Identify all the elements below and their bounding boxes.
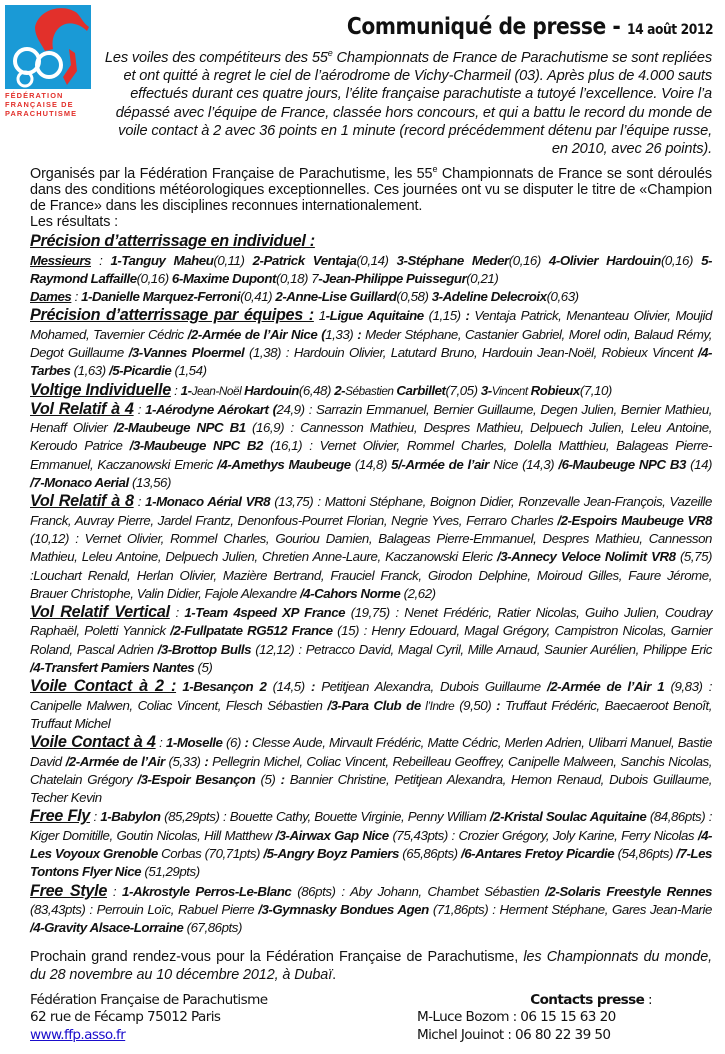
ranking-name: 1-Monaco Aérial VR8 <box>145 494 271 510</box>
text-segment: (0,21) <box>466 270 499 286</box>
text-segment: (67,86pts) <box>183 920 242 936</box>
ranking-name: 1-Aérodyne Aérokart ( <box>145 401 277 417</box>
text-segment: (0,41) <box>240 289 276 305</box>
discipline-heading: Vol Relatif Vertical <box>30 603 170 622</box>
text-segment: : <box>155 735 166 751</box>
results-paragraph <box>30 807 712 881</box>
text-segment: Meder Stéphane, Castanier Gabriel, Morel odin, Balaud Rémy, Degot Guillaume <box>30 326 712 360</box>
footer <box>30 992 712 1045</box>
text-segment: (0,16) <box>660 252 702 268</box>
ranking-name: /3-Airwax Gap Nice <box>275 827 389 843</box>
ranking-name: /2-Armée de l’Air 1 <box>546 679 665 695</box>
discipline-heading: Voile Contact à 4 <box>30 733 156 752</box>
text-segment: : <box>133 401 146 417</box>
text-segment: (15) : Henry Edouard, Magal Grégory, Campistron Nicolas, Garnier Roland, Pascal Adrien <box>30 623 712 657</box>
ranking-name: /2-Armée de l’Air Nice ( <box>187 326 326 342</box>
text-segment: (0,14) <box>356 252 397 268</box>
ranking-name: : <box>465 308 470 324</box>
ranking-name: 5-Raymond Laffaille <box>30 252 713 286</box>
text-segment: (85,29pts) : Bouette Cathy, Bouette Virginie, Penny William <box>160 809 490 825</box>
text-segment: Petitjean Alexandra, Dubois Guillaume <box>314 679 547 695</box>
ranking-name: 1-Besançon 2 <box>182 679 267 695</box>
ffp-logo <box>5 5 95 120</box>
ranking-name: -Ligue Aquitaine <box>325 308 424 324</box>
text-segment: Vincent <box>491 383 531 398</box>
ranking-name: 1-Tanguy Maheu <box>110 252 214 268</box>
ranking-name: /4-Transfert Pamiers Nantes <box>30 660 195 676</box>
ranking-name: 1-Akrostyle Perros-Le-Blanc <box>122 883 292 899</box>
text-segment: (75,43pts) : Crozier Grégory, Joly Karine, Ferry Nicolas <box>388 827 698 843</box>
intro-paragraph <box>30 49 712 158</box>
discipline-heading: Précision d’atterrissage en individuel : <box>30 232 315 251</box>
text-segment: (19,75) : Nenet Frédéric, Ratier Nicolas, Guiho Julien, Coudray Raphaël, Poletti Yannick <box>30 605 713 639</box>
category-label: Messieurs <box>30 252 91 268</box>
footer-contacts <box>417 992 652 1045</box>
text-segment: Truffaut Frédéric, Baecaeroot Benoît, Truffaut Michel <box>30 697 713 731</box>
text-segment: Bannier Christine, Petitjean Alexandra, Hemon Renaud, Dubois Guillaume, Techer Kevin <box>30 771 712 806</box>
text-segment: (5) <box>255 771 281 787</box>
discipline-heading: Free Fly <box>30 807 90 826</box>
ranking-name: : <box>496 697 501 713</box>
text-segment: 1 <box>313 308 326 324</box>
ranking-name: : <box>357 326 362 342</box>
text-segment: (0,58) <box>396 289 432 305</box>
ranking-name: /4-Les Voyoux Grenoble <box>30 827 713 862</box>
results-paragraph <box>30 252 712 289</box>
logo-emblem <box>5 5 91 89</box>
text-segment: (5) <box>194 660 213 676</box>
text-segment: : <box>89 809 101 825</box>
contact-line: M-Luce Bozom : 06 15 15 63 20 <box>417 1009 616 1025</box>
ranking-name: /5-Picardie <box>108 363 172 379</box>
text-segment: (1,63) <box>70 363 109 379</box>
ranking-name: /3-Para Club de <box>327 697 421 713</box>
text-segment: l’Indre <box>420 698 455 713</box>
results-heading <box>30 232 712 251</box>
text-segment: (0,63) <box>546 289 579 305</box>
text-segment: Ventaja Patrick, Menanteau Olivier, Moujid Mohamed, Tavernier Cédric <box>30 308 712 342</box>
ranking-name: /6-Antares Fretoy Picardie <box>460 846 615 862</box>
ranking-name: /3-Brottop Bulls <box>157 641 252 657</box>
text-segment: (5,75) :Louchart Renald, Herlan Olivier, Mazière Bertrand, Frauciel Franck, Girodon Delphine, Moiroud Gilles, Faure Jérome, Brauer Christophe, Valin Didier, Fajole Alexandre <box>30 549 712 601</box>
text-segment: (13,75) : Mattoni Stéphane, Boignon Didier, Ronzevalle Jean-François, Vazeille Franck, Auvray Pierre, Jardel Frantz, Denonfous-Pourret Florian, Negrie Yves, Ferraro Charles <box>30 494 712 528</box>
ranking-name: 1-Moselle <box>165 735 223 751</box>
discipline-heading: Voltige Individuelle <box>30 380 171 399</box>
results-paragraph <box>30 381 712 400</box>
ranking-name: 1-Team 4speed XP France <box>184 605 346 621</box>
ranking-name: /4-Tarbes <box>30 345 712 379</box>
text-segment: (14) <box>685 456 712 472</box>
text-segment: (0,16) <box>508 252 549 268</box>
text-segment: (7,05) <box>445 382 481 398</box>
text-segment: Sébastien <box>345 383 397 398</box>
text-segment: (14,5) <box>266 679 311 695</box>
ranking-name: Carbillet <box>396 382 446 398</box>
ranking-name: /4-Amethys Maubeuge <box>217 456 351 472</box>
results-label: Les résultats : <box>30 214 119 231</box>
text-segment: : <box>169 605 185 621</box>
text-segment: (1,15) <box>423 308 466 324</box>
discipline-heading: Vol Relatif à 8 <box>30 492 134 511</box>
text-segment: (0,18) 7 <box>276 270 319 286</box>
logo-text-line: PARACHUTISME <box>5 109 78 118</box>
title-date: 14 août 2012 <box>626 22 713 38</box>
ranking-name: 6-Maxime Dupont <box>171 270 276 286</box>
ranking-name: /2-Solaris Freestyle Rennes <box>545 883 712 899</box>
intro-text: Championnats de France de Parachutisme se sont repliées et ont quitté à regret le ciel de l’aérodrome de Vichy-Charmeil (03). Après plus de 4.000 sauts effectués durant ces quatre jours, l’élite française parachutiste a tutoyé l’excellence. Voire l’a dépassé avec l’équipe de France, classée hors concours, et qui a battu le record du monde de voile contact à 2 avec 36 points en 1 minute (record précédemment détenu par l’équipe russe, en 2010, avec 26 points). <box>115 50 712 158</box>
text-segment: : <box>91 252 111 268</box>
text-segment: (86pts) : Aby Johann, Chambet Sébastien <box>291 883 546 899</box>
body-paragraph <box>30 166 712 230</box>
ranking-name: /2-Armée de l’Air <box>65 753 165 769</box>
results-paragraph <box>30 603 712 677</box>
ranking-name: : <box>280 771 285 787</box>
footer-org: Fédération Française de Parachutisme <box>30 991 268 1008</box>
logo-text-line: FRANÇAISE DE <box>5 100 74 109</box>
ranking-name: /5-Angry Boyz Pamiers <box>263 846 399 862</box>
text-segment: (10,12) : Vernet Olivier, Rommel Charles, Gouriou Damien, Balageas Pierre-Emmanuel, Despres Mathieu, Cannesson Mathieu, Leleu Antoine, Delpuech Julien, Chretien Anne-Laure, Kaczanowski Eleric <box>30 530 712 565</box>
ranking-name: : <box>244 735 249 751</box>
results-paragraph <box>30 288 712 306</box>
ranking-name: 3-Adeline Delecroix <box>431 289 547 305</box>
ranking-name: : <box>310 679 315 695</box>
text-segment: : <box>170 382 181 398</box>
ranking-name: 1-Danielle Marquez-Ferroni <box>81 289 241 305</box>
text-segment: (9,50) <box>454 697 497 713</box>
ranking-name: Hardouin <box>244 382 299 398</box>
text-segment: (16,9) : Cannesson Mathieu, Despres Mathieu, Delpuech Julien, Leleu Antoine, Keroudo Patrice <box>30 420 712 454</box>
discipline-heading: Vol Relatif à 4 <box>30 399 134 418</box>
results-paragraph <box>30 400 712 492</box>
text-segment: 1,33) <box>325 326 358 342</box>
footer-address <box>30 992 267 1045</box>
footer-street: 62 rue de Fécamp 75012 Paris <box>30 1009 221 1025</box>
text-segment: (6,48) <box>298 382 335 398</box>
contact-line: Michel Jouinot : 06 80 22 39 50 <box>417 1026 611 1043</box>
ranking-name: /3-Maubeuge NPC B2 <box>129 438 263 454</box>
text-segment: Clesse Aude, Mirvault Frédéric, Matte Cédric, Merlen Adrien, Ulibarri Manuel, Bastie David <box>30 735 713 769</box>
text-segment: Pellegrin Michel, Coliac Vincent, Rebeilleau Geoffrey, Canipelle Malween, Sanchis Nicolas, Chatelain Grégory <box>30 753 712 787</box>
text-segment: (16,1) : Vernet Olivier, Rommel Charles, Dolella Matthieu, Balageas Pierre-Emmanuel, Kaczanowski Emeric <box>30 438 712 472</box>
ranking-name: : <box>204 753 209 769</box>
results-list <box>30 232 712 937</box>
ranking-name: Robieux <box>530 382 580 398</box>
page-title <box>347 12 713 45</box>
text-segment: Corbas (70,71pts) <box>157 846 264 862</box>
ranking-name: 2-Anne-Lise Guillard <box>275 289 397 305</box>
text-segment: (0,16) <box>136 270 172 286</box>
ranking-name: -Jean-Philippe Puissegur <box>318 270 467 286</box>
contacts-colon: : <box>644 991 652 1008</box>
title-text: Communiqué de presse - <box>346 14 627 40</box>
ranking-name: 5/-Armée de l’air <box>391 456 489 472</box>
category-label: Dames <box>30 289 72 305</box>
ranking-name: /7-Monaco Aerial <box>30 475 129 491</box>
text-segment: (1,38) : Hardouin Olivier, Latutard Bruno, Hardouin Jean-Noël, Robieux Vincent <box>244 345 698 360</box>
discipline-heading: Free Style <box>30 881 108 900</box>
intro-text: Les voiles des compétiteurs des 55 <box>104 50 328 66</box>
text-segment: (9,83) : Canipelle Malwen, Coliac Vincent, Flesch Sébastien <box>30 679 713 713</box>
ranking-name: /2-Kristal Soulac Aquitaine <box>489 809 647 825</box>
ranking-name: /2-Maubeuge NPC B1 <box>113 420 246 436</box>
text-segment: 24,9) : Sarrazin Emmanuel, Bernier Guillaume, Degen Julien, Bernier Mathieu, Henaff Olivier <box>30 401 713 436</box>
ranking-name: 3- <box>480 382 492 398</box>
text-segment: (54,86pts) <box>614 846 677 862</box>
ranking-name: 3-Stéphane Meder <box>396 252 509 268</box>
ranking-name: 1- <box>180 382 192 398</box>
text-segment: (2,62) <box>400 585 436 601</box>
closing-text: Prochain grand rendez-vous pour la Fédération Française de Parachutisme, <box>30 948 524 965</box>
ranking-name: /3-Gymnasky Bondues Agen <box>258 901 429 917</box>
ranking-name: /4-Gravity Alsace-Lorraine <box>30 920 184 936</box>
text-segment: (0,11) <box>213 252 253 268</box>
text-segment: (1,54) <box>171 363 207 379</box>
superscript: e <box>432 164 438 175</box>
results-paragraph <box>30 306 712 380</box>
text-segment: (5,33) <box>164 753 205 769</box>
results-paragraph <box>30 677 712 733</box>
discipline-heading: Voile Contact à 2 : <box>30 677 177 696</box>
ranking-name: /2-Espoirs Maubeuge VR8 <box>557 512 712 528</box>
text-segment: (84,86pts) : Kiger Domitille, Goutin Nicolas, Hill Matthew <box>30 809 713 843</box>
ranking-name: 2-Patrick Ventaja <box>252 252 357 268</box>
closing-paragraph <box>30 948 712 984</box>
closing-italic-text: les Championnats du monde, du 28 novembre au 10 décembre 2012, à Dubaï <box>30 948 713 983</box>
text-segment: Nice (14,3) <box>488 456 559 472</box>
contacts-label: Contacts presse <box>530 991 645 1008</box>
ranking-name: /4-Cahors Norme <box>299 585 401 601</box>
text-segment: (14,8) <box>350 456 392 472</box>
ranking-name: /7-Les Tontons Flyer Nice <box>30 846 712 880</box>
text-segment: : <box>71 289 82 305</box>
ranking-name: /3-Espoir Besançon <box>137 771 256 787</box>
superscript: e <box>327 48 333 59</box>
text-segment: (65,86pts) <box>398 846 461 862</box>
results-paragraph <box>30 492 712 603</box>
text-segment: : <box>133 494 146 510</box>
text-segment: (71,86pts) : Herment Stéphane, Gares Jean-Marie <box>428 901 712 917</box>
body-text: Organisés par la Fédération Française de Parachutisme, les 55 <box>30 166 433 183</box>
logo-text-line: FÉDÉRATION <box>5 91 64 100</box>
discipline-heading: Précision d’atterrissage par équipes : <box>30 306 314 325</box>
ranking-name: 4-Olivier Hardouin <box>548 252 661 268</box>
ranking-name: 2- <box>334 382 346 398</box>
text-segment: (13,56) <box>128 475 171 491</box>
ranking-name: /3-Annecy Veloce Nolimit VR8 <box>496 549 676 565</box>
text-segment: (7,10) <box>579 382 612 398</box>
website-link[interactable]: www.ffp.asso.fr <box>30 1026 126 1043</box>
ranking-name: 1-Babylon <box>100 809 161 825</box>
text-segment: : <box>107 883 123 899</box>
ranking-name: /3-Vannes Ploermel <box>128 345 245 360</box>
text-segment: (83,43pts) : Perrouin Loïc, Rabuel Pierre <box>30 901 259 917</box>
ranking-name: /6-Maubeuge NPC B3 <box>558 456 686 472</box>
body-text: Championnats de France se sont déroulés dans des conditions météorologiques exceptionnelles. Ces journées ont vu se disputer le titre de «Champion de France» dans les disciplines reconnues internationalement. <box>30 166 712 215</box>
closing-end: . <box>332 966 337 983</box>
text-segment: (6) <box>222 735 245 751</box>
text-segment: (12,12) : Petracco David, Magal Cyril, Mille Arnaud, Saunier Aurélien, Philippe Eric <box>251 641 712 657</box>
results-paragraph <box>30 733 712 807</box>
results-paragraph <box>30 882 712 938</box>
text-segment: (51,29pts) <box>141 864 200 880</box>
ranking-name: /2-Fullpatate RG512 France <box>170 623 333 639</box>
text-segment: Jean-Noël <box>191 383 245 398</box>
